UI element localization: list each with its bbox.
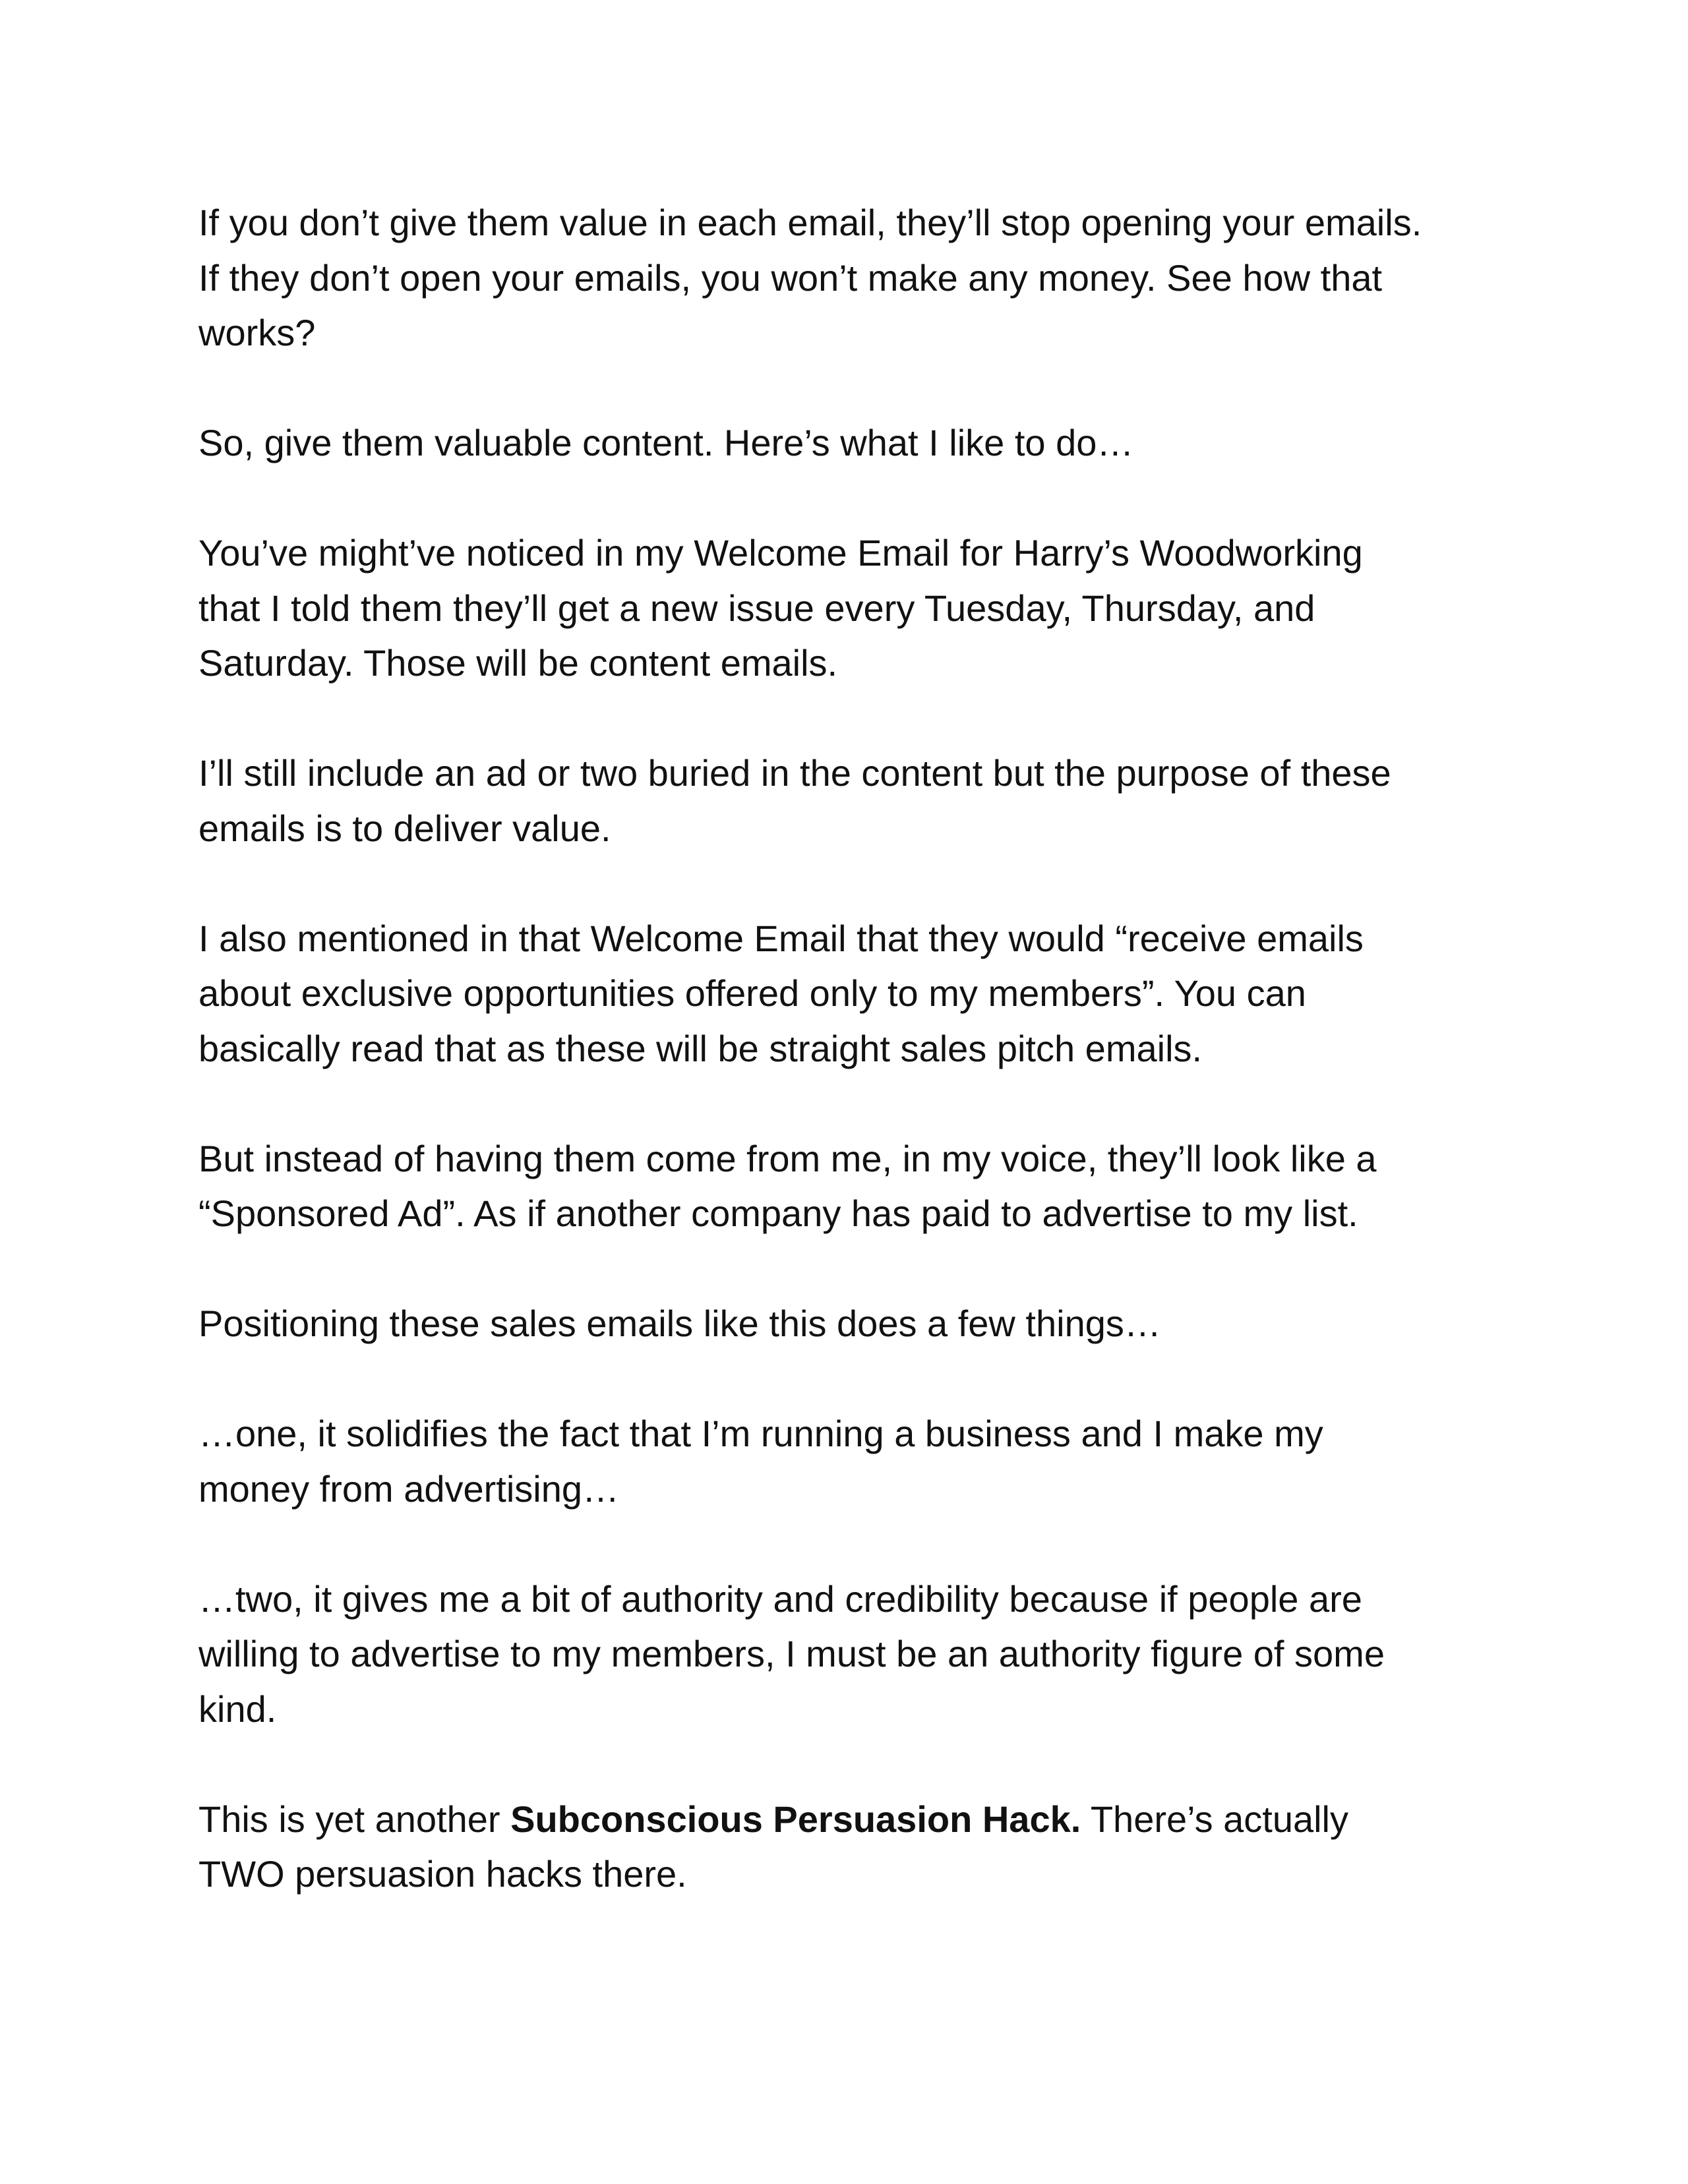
text-line: So, give them valuable content. Here’s what I like to do… — [198, 422, 1134, 463]
paragraph-sponsored-ad — [198, 1131, 1504, 1241]
paragraph-reason-two — [198, 1572, 1504, 1737]
paragraph-ads-in-content — [198, 746, 1504, 856]
paragraph-exclusive-opportunities — [198, 911, 1504, 1077]
text-line — [198, 1792, 1504, 1847]
text-line: about exclusive opportunities offered only to my members”. You can — [198, 972, 1306, 1014]
document-body — [198, 195, 1504, 1902]
text-line: emails is to deliver value. — [198, 807, 611, 849]
paragraph-persuasion-hack — [198, 1792, 1504, 1902]
text-line: that I told them they’ll get a new issue every Tuesday, Thursday, and — [198, 587, 1315, 629]
text-line: kind. — [198, 1688, 277, 1730]
text-line: But instead of having them come from me, in my voice, they’ll look like a — [198, 1137, 1377, 1179]
text-run: There’s actually — [1081, 1798, 1348, 1840]
text-line: money from advertising… — [198, 1467, 620, 1510]
text-line: If they don’t open your emails, you won’t make any money. See how that — [198, 256, 1383, 299]
text-line: If you don’t give them value in each email, they’ll stop opening your emails. — [198, 202, 1422, 243]
paragraph-value-in-each-email — [198, 195, 1504, 361]
text-line: I’ll still include an ad or two buried in the content but the purpose of these — [198, 752, 1391, 794]
bold-phrase: Subconscious Persuasion Hack. — [510, 1798, 1081, 1840]
text-line: Saturday. Those will be content emails. — [198, 642, 838, 684]
paragraph-positioning — [198, 1296, 1504, 1351]
text-line: …one, it solidifies the fact that I’m running a business and I make my — [198, 1413, 1323, 1454]
text-run: This is yet another — [198, 1798, 511, 1840]
text-line: willing to advertise to my members, I must be an authority figure of some — [198, 1633, 1385, 1674]
paragraph-welcome-email-schedule — [198, 525, 1504, 691]
text-line: I also mentioned in that Welcome Email that they would “receive emails — [198, 917, 1364, 959]
text-line: TWO persuasion hacks there. — [198, 1853, 687, 1895]
text-line: “Sponsored Ad”. As if another company has paid to advertise to my list. — [198, 1193, 1358, 1234]
text-line: works? — [198, 312, 316, 353]
text-line: basically read that as these will be straight sales pitch emails. — [198, 1027, 1203, 1069]
text-line: Positioning these sales emails like this does a few things… — [198, 1303, 1161, 1344]
paragraph-valuable-content — [198, 415, 1504, 471]
text-line: …two, it gives me a bit of authority and credibility because if people are — [198, 1578, 1362, 1620]
paragraph-reason-one — [198, 1406, 1504, 1516]
text-line: You’ve might’ve noticed in my Welcome Email for Harry’s Woodworking — [198, 532, 1363, 574]
